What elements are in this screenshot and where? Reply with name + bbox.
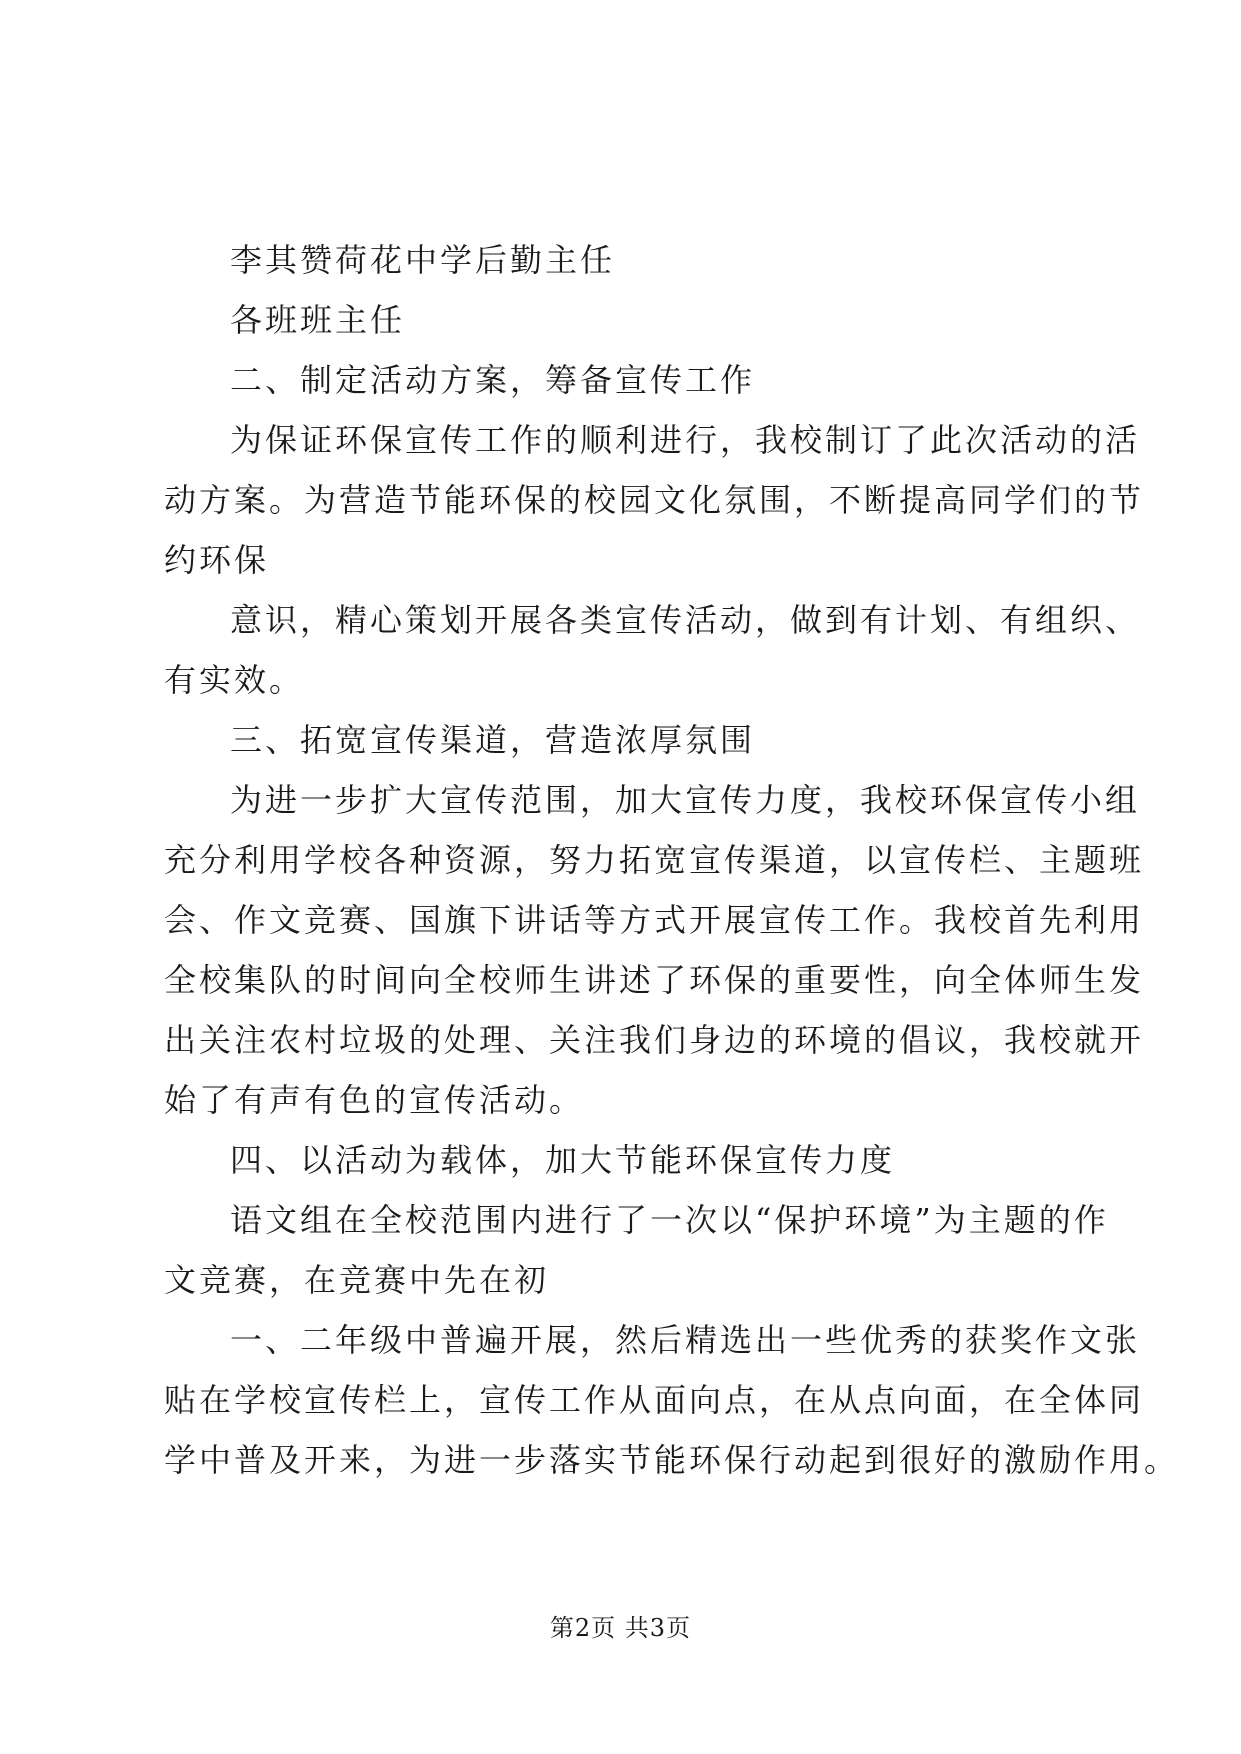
paragraph-line: 充分利用学校各种资源，努力拓宽宣传渠道，以宣传栏、主题班: [164, 841, 1145, 879]
text-line-staff: 各班班主任: [230, 301, 406, 339]
page-footer: 第2页 共3页: [549, 1614, 692, 1642]
paragraph-line: 贴在学校宣传栏上，宣传工作从面向点，在从点向面，在全体同: [164, 1381, 1145, 1419]
section-heading: 二、制定活动方案，筹备宣传工作: [230, 361, 756, 399]
text-line-staff: 李其赞荷花中学后勤主任: [230, 241, 616, 279]
paragraph-line: 有实效。: [164, 661, 305, 699]
section-heading: 四、以活动为载体，加大节能环保宣传力度: [230, 1141, 896, 1179]
paragraph-line: 文竞赛，在竞赛中先在初: [164, 1261, 550, 1299]
paragraph-line: 约环保: [164, 541, 270, 579]
paragraph-line: 出关注农村垃圾的处理、关注我们身边的环境的倡议，我校就开: [164, 1021, 1145, 1059]
document-body: [164, 230, 1180, 1490]
paragraph-line: 一、二年级中普遍开展，然后精选出一些优秀的获奖作文张: [230, 1321, 1141, 1359]
paragraph-line: 语文组在全校范围内进行了一次以“保护环境”为主题的作: [230, 1201, 1109, 1239]
paragraph-line: 为保证环保宣传工作的顺利进行，我校制订了此次活动的活: [230, 421, 1141, 459]
paragraph-line: 会、作文竞赛、国旗下讲话等方式开展宣传工作。我校首先利用: [164, 901, 1145, 939]
section-heading: 三、拓宽宣传渠道，营造浓厚氛围: [230, 721, 756, 759]
paragraph-line: 动方案。为营造节能环保的校园文化氛围，不断提高同学们的节: [164, 481, 1145, 519]
paragraph-line: 意识，精心策划开展各类宣传活动，做到有计划、有组织、: [230, 601, 1141, 639]
paragraph-line: 学中普及开来，为进一步落实节能环保行动起到很好的激励作用。: [164, 1441, 1180, 1479]
paragraph-line: 全校集队的时间向全校师生讲述了环保的重要性，向全体师生发: [164, 961, 1145, 999]
paragraph-line: 为进一步扩大宣传范围，加大宣传力度，我校环保宣传小组: [230, 781, 1141, 819]
paragraph-line: 始了有声有色的宣传活动。: [164, 1081, 585, 1119]
